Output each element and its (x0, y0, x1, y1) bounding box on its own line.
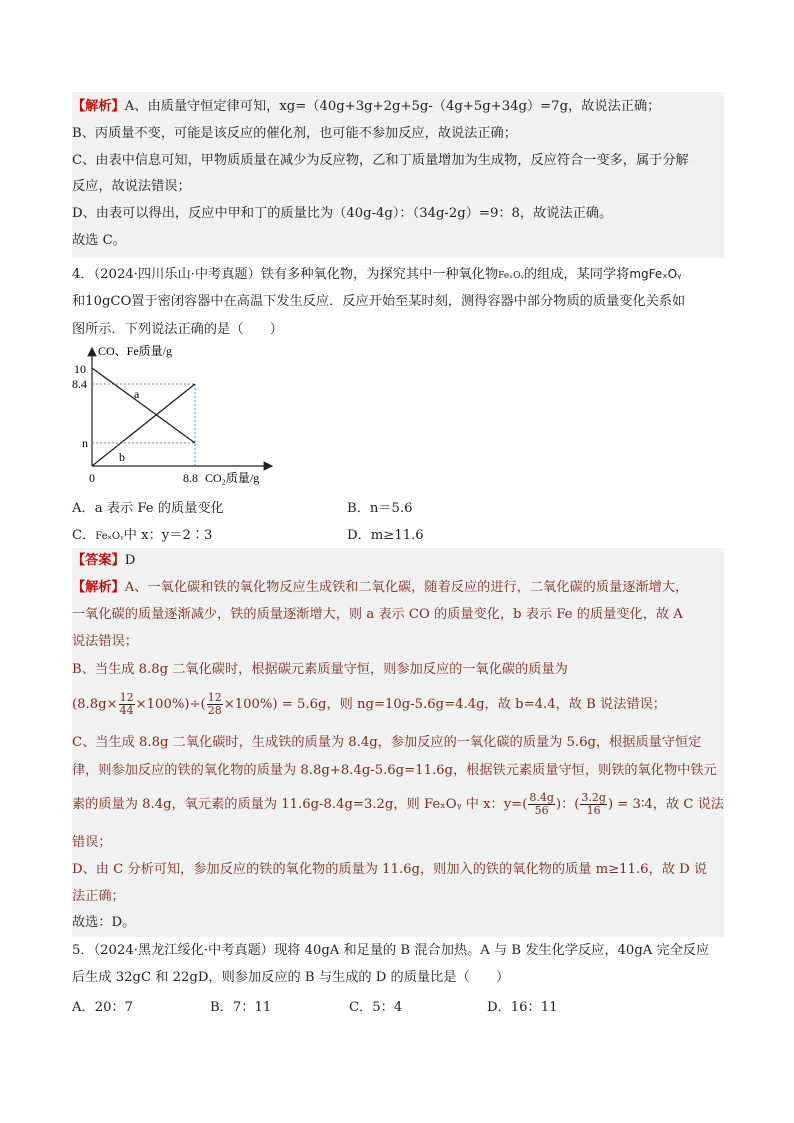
prev-analysis-line-6: 故选 C。 (72, 233, 126, 248)
series-a-label: a (134, 387, 140, 401)
q4-analysis-line-2: 一氧化碳的质量逐渐减少，铁的质量逐渐增大，则 a 表示 CO 的质量变化，b 表示 Fe 的质量变化，故 A (72, 607, 683, 622)
y-axis-label: CO、Fe质量/g (98, 344, 173, 358)
x-tick-8.8: 8.8 (183, 471, 198, 485)
formula-small: FeₓOᵧ (498, 271, 524, 281)
x-axis-label: CO₂质量/g (205, 471, 260, 485)
prev-analysis-line-5: D、由表可以得出，反应中甲和丁的质量比为（40g-4g）：（34g-2g）=9：8，故说法正确。 (72, 206, 613, 221)
q4-analysis-line-9: 错误； (72, 835, 112, 850)
fraction-8.4-56: $\frac{8.4g}{56}$ (529, 791, 554, 817)
q5-stem-line-1: 5．（2024·黑龙江绥化·中考真题）现将 40gA 和足量的 B 混合加热。A 与 B 发生化学反应，40gA 完全反应 (72, 943, 710, 958)
q4-analysis-line-6: C、当生成 8.8g 二氧化碳时，生成铁的质量为 8.4g，参加反应的一氧化碳的质量为 5.6g，根据质量守恒定 (72, 735, 702, 750)
q4-analysis-line-7: 律，则参加反应的铁的氧化物的质量为 8.8g+8.4g-5.6g=11.6g，根据铁元素质量守恒，则铁的氧化物中铁元 (72, 763, 717, 778)
series-a-line (92, 368, 195, 443)
series-b-line (92, 384, 195, 466)
q4-option-b[interactable]: B．n＝5.6 (347, 501, 413, 516)
series-b-label: b (119, 450, 125, 464)
q5-option-b[interactable]: B．7：11 (210, 1000, 272, 1015)
analysis-tag: 【解析】 (72, 99, 125, 114)
prev-analysis-line-2: B、丙质量不变，可能是该反应的催化剂，也可能不参加反应，故说法正确； (72, 126, 517, 141)
formula-mgfexoy: mgFeₓOᵧ (629, 267, 682, 281)
y-tick-n: n (82, 436, 88, 450)
q5-option-c[interactable]: C．5：4 (349, 1000, 403, 1015)
prev-analysis-line-3: C、由表中信息可知，甲物质质量在减少为反应物，乙和丁质量增加为生成物，反应符合一变多，属于分解 (72, 153, 689, 168)
q4-option-a[interactable]: A．a 表示 Fe 的质量变化 (72, 501, 224, 516)
prev-analysis-panel (72, 92, 724, 258)
y-tick-8.4: 8.4 (72, 377, 87, 391)
fraction-3.2-16: $\frac{3.2g}{16}$ (581, 791, 606, 817)
q4-answer: 【答案】D (72, 553, 136, 568)
q4-analysis-line-8: 素的质量为 8.4g，氧元素的质量为 11.6g-8.4g=3.2g，则 FeₓOᵧ 中 x：y=( $\frac{8.4g}{56}$ )：( $\frac{3.2g}{16}$ ) = 3∶4，故 C 说法 (72, 791, 724, 817)
q4-analysis-line-12: 故选：D。 (72, 915, 136, 930)
q4-analysis-line-5: (8.8g× $\frac{12}{44}$ ×100%)÷( $\frac{12}{28}$ ×100%) = 5.6g，则 ng=10g-5.6g=4.4g，故 b=4.4，故 B 说法错误； (72, 691, 666, 717)
q4-option-c[interactable]: C．FeₓOᵧ中 x：y＝2∶3 (72, 528, 213, 543)
q4-chart (72, 342, 302, 492)
q4-stem-line-1: 4．（2024·四川乐山·中考真题）铁有多种氧化物，为探究其中一种氧化物FeₓOᵧ的组成，某同学将mgFeₓOᵧ (72, 267, 682, 282)
fraction-12-28: $\frac{12}{28}$ (207, 691, 222, 717)
q4-analysis-line-10: D、由 C 分析可知，参加反应的铁的氧化物的质量为 11.6g，则加入的铁的氧化物的质量 m≥11.6，故 D 说 (72, 862, 708, 877)
y-tick-10: 10 (74, 362, 86, 376)
q4-analysis-line-3: 说法错误； (72, 634, 138, 649)
q4-stem-line-3: 图所示．下列说法正确的是（ ） (72, 322, 283, 337)
q4-stem-line-2: 和10gCO置于密闭容器中在高温下发生反应．反应开始至某时刻，测得容器中部分物质的质量变化关系如 (72, 294, 686, 309)
q5-stem-line-2: 后生成 32gC 和 22gD，则参加反应的 B 与生成的 D 的质量比是（ ） (72, 970, 510, 985)
q4-analysis-line-1: 【解析】A、一氧化碳和铁的氧化物反应生成铁和二氧化碳，随着反应的进行，二氧化碳的质量逐渐增大， (72, 580, 689, 595)
q4-analysis-line-11: 法正确； (72, 889, 125, 904)
q4-option-d[interactable]: D．m≥11.6 (347, 528, 424, 543)
prev-analysis-line-4: 反应，故说法错误； (72, 179, 191, 194)
q4-analysis-line-4: B、当生成 8.8g 二氧化碳时，根据碳元素质量守恒，则参加反应的一氧化碳的质量为 (72, 662, 568, 677)
fraction-12-44: $\frac{12}{44}$ (119, 691, 134, 717)
prev-analysis-line-1: 【解析】A、由质量守恒定律可知，xg=（40g+3g+2g+5g-（4g+5g+34g）=7g，故说法正确； (72, 99, 661, 114)
origin-label: 0 (89, 471, 95, 485)
q5-option-a[interactable]: A．20：7 (72, 1000, 134, 1015)
q5-option-d[interactable]: D．16：11 (487, 1000, 558, 1015)
